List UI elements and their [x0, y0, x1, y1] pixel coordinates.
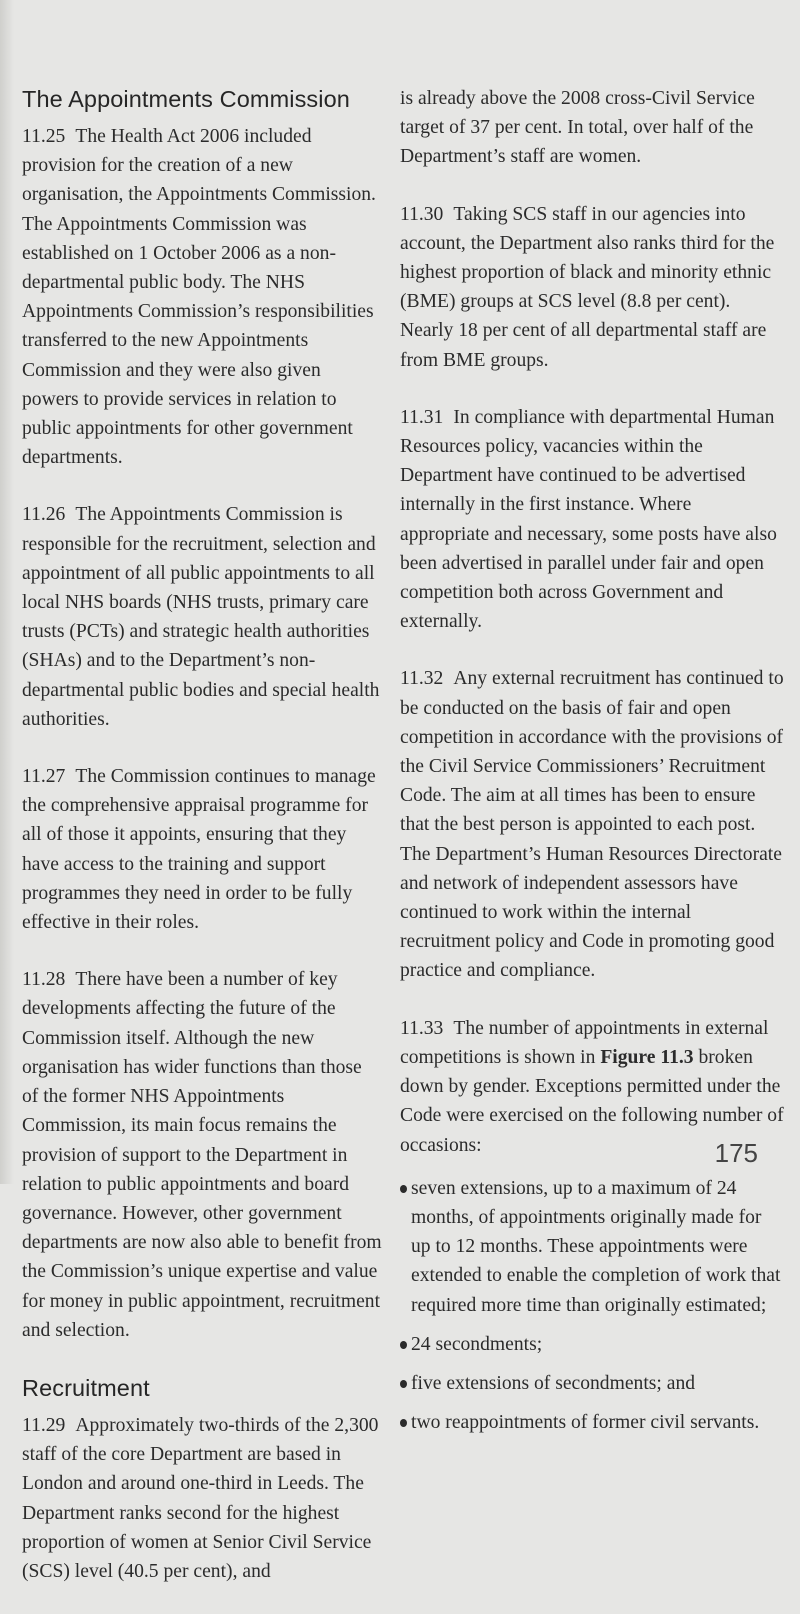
page-number: 175: [714, 1138, 758, 1168]
paragraph-number: 11.33: [400, 1017, 444, 1039]
paragraph-text: The Health Act 2006 included provision for the creation of a new organisation, the Appointments Commission. The Appointments Commission was established on 1 October 2006 as a non-departmental public body. The NHS Appointments Commission’s responsibilities transferred to the new Appointments Commission and they were also given powers to provide services in relation to public appointments for other government departments.: [22, 126, 376, 469]
section-heading-recruitment: Recruitment: [22, 1374, 150, 1401]
paragraph-11-31: [400, 403, 785, 637]
left-column: [22, 84, 382, 1614]
paragraph-11-30: [400, 200, 785, 375]
paragraph-number: 11.25: [22, 126, 66, 147]
paragraph-text: Any external recruitment has continued to be conducted on the basis of fair and open competition in accordance with the provisions of the Civil Service Commissioners’ Recruitment Code. The aim at all times has been to ensure that the best person is appointed to each post. The Department’s Human Resources Directorate and network of independent assessors have continued to work within the internal recruitment policy and Code in promoting good practice and compliance.: [400, 668, 784, 982]
paragraph-text: The number of appointments in external competitions is shown in: [400, 1017, 769, 1068]
bullet-item: seven extensions, up to a maximum of 24 months, of appointments originally made for up to 12 months. These appointments were extended to enable the completion of work that required more time than originally estimated;: [400, 1174, 785, 1320]
paragraph-11-29: [22, 1411, 382, 1586]
paragraph-number: 11.27: [22, 766, 66, 788]
paragraph-text-continued: broken down by gender. Exceptions permitted under the Code were exercised on the following number of occasions:: [400, 1046, 784, 1156]
paragraph-number: 11.32: [400, 668, 444, 690]
paragraph-number: 11.30: [400, 203, 444, 225]
figure-reference: Figure 11.3: [600, 1046, 694, 1068]
paragraph-11-27: [22, 762, 382, 937]
paragraph-number: 11.31: [400, 406, 444, 428]
section-heading-appointments-commission: The Appointments Commission: [22, 86, 350, 112]
paragraph-text: There have been a number of key developments affecting the future of the Commission itself. Although the new organisation has wider functions than those of the former NHS Appointments Commission, its main focus remains the provision of support to the Department in relation to public appointments and board governance. However, other government departments are now also able to benefit from the Commission’s unique expertise and value for money in public appointment, recruitment and selection.: [22, 969, 382, 1341]
paragraph-11-25: [22, 122, 382, 472]
right-column: [400, 84, 785, 1447]
paragraph-text: Taking SCS staff in our agencies into account, the Department also ranks third for the highest proportion of black and minority ethnic (BME) groups at SCS level (8.8 per cent). Nearly 18 per cent of all departmental staff are from BME groups.: [400, 203, 775, 371]
paragraph-number: 11.26: [22, 504, 66, 526]
paragraph-text: In compliance with departmental Human Resources policy, vacancies within the Department have continued to be advertised internally in the first instance. Where appropriate and necessary, some posts have also been advertised in parallel under fair and open competition both across Government and externally.: [400, 406, 777, 633]
paragraph-number: 11.29: [22, 1414, 66, 1436]
bullet-item: five extensions of secondments; and: [400, 1369, 785, 1398]
page-binding-shadow: [0, 0, 14, 1184]
paragraph-text: Approximately two-thirds of the 2,300 staff of the core Department are based in London and around one-third in Leeds. The Department ranks second for the highest proportion of women at Senior Civil Service (SCS) level (40.5 per cent), and: [22, 1414, 379, 1582]
paragraph-11-32: [400, 664, 785, 985]
paragraph-11-29-continued: is already above the 2008 cross-Civil Service target of 37 per cent. In total, over half of the Department’s staff are women.: [400, 88, 755, 168]
bullet-item: two reappointments of former civil servants.: [400, 1408, 785, 1437]
paragraph-11-26: [22, 500, 382, 734]
paragraph-text: The Commission continues to manage the comprehensive appraisal programme for all of those it appoints, ensuring that they have access to the training and support programmes they need in order to be fully effective in their roles.: [22, 766, 376, 934]
paragraph-number: 11.28: [22, 969, 66, 991]
paragraph-text: The Appointments Commission is responsible for the recruitment, selection and appointment of all public appointments to all local NHS boards (NHS trusts, primary care trusts (PCTs) and strategic health authorities (SHAs) and to the Department’s non-departmental public bodies and special health authorities.: [22, 504, 380, 730]
bullet-item: 24 secondments;: [400, 1330, 785, 1359]
exceptions-bullet-list: [400, 1174, 785, 1438]
paragraph-11-28: [22, 965, 382, 1345]
